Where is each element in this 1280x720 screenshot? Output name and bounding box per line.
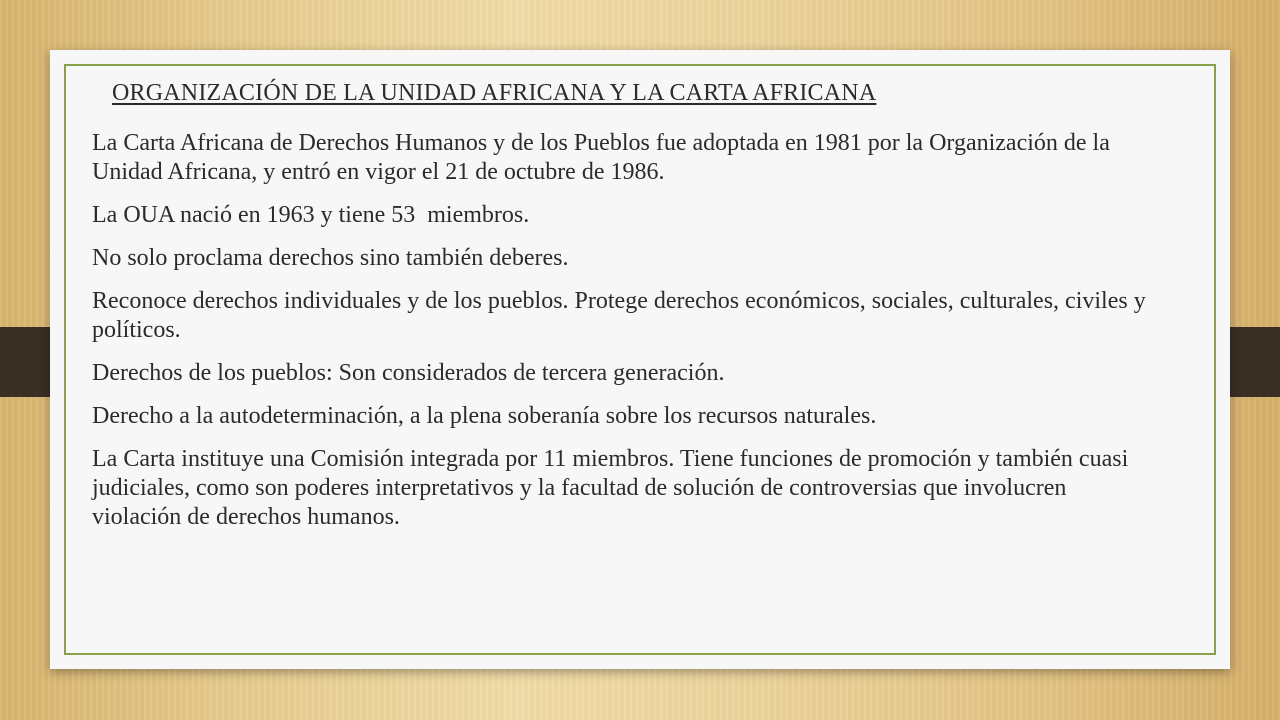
paragraph-self-determination: Derecho a la autodeterminación, a la plena soberanía sobre los recursos naturales. xyxy=(92,403,877,429)
paragraph-commission: La Carta instituye una Comisión integrada por 11 miembros. Tiene funciones de promoción y también cuasi judiciales, como son poderes interpretativos y la facultad de solución de controversias que involucren violación de derechos humanos. xyxy=(92,446,1135,530)
paragraph-carta-adoption: La Carta Africana de Derechos Humanos y de los Pueblos fue adoptada en 1981 por la Organización de la Unidad Africana, y entró en vigor el 21 de octubre de 1986. xyxy=(92,130,1116,185)
slide-body xyxy=(92,129,1152,546)
paragraph-rights-recognized: Reconoce derechos individuales y de los pueblos. Protege derechos económicos, sociales, culturales, civiles y políticos. xyxy=(92,288,1152,343)
slide-title: ORGANIZACIÓN DE LA UNIDAD AFRICANA Y LA CARTA AFRICANA xyxy=(112,80,877,106)
paragraph-oua-founding: La OUA nació en 1963 y tiene 53 miembros. xyxy=(92,202,530,228)
slide-paper xyxy=(50,50,1230,669)
paragraph-duties: No solo proclama derechos sino también deberes. xyxy=(92,245,569,271)
paragraph-peoples-rights: Derechos de los pueblos: Son considerados de tercera generación. xyxy=(92,360,725,386)
